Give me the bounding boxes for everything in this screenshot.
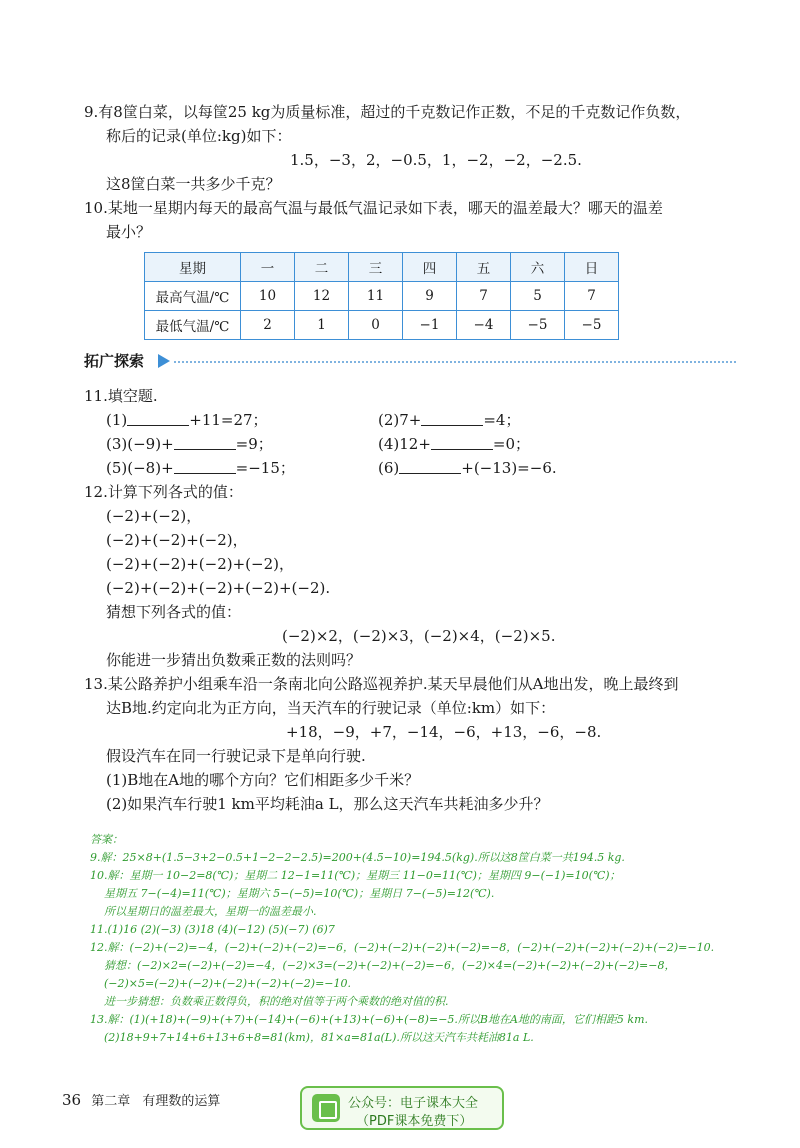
guess-intro: 猜想下列各式的值： <box>106 603 242 621</box>
expression: (−2)+(−2)+(−2)， <box>106 531 248 549</box>
answer-line: 10.解：星期一 10−2=8(℃)；星期二 12−1=11(℃)；星期三 11−0=11(℃)；星期四 9−(−1)=10(℃)； <box>90 869 621 882</box>
fill-item: (5)(−8)+ =−15； <box>106 459 295 477</box>
answer-line: 进一步猜想：负数乘正数得负，积的绝对值等于两个乘数的绝对值的积. <box>104 995 449 1008</box>
table-cell: 5 <box>511 282 565 311</box>
problem-13-line2: 达B地.约定向北为正方向，当天汽车的行驶记录（单位:km）如下： <box>106 699 556 717</box>
answer-line: 12.解：(−2)+(−2)=−4，(−2)+(−2)+(−2)=−6，(−2)+(−2)+(−2)+(−2)=−8，(−2)+(−2)+(−2)+(−2)+(−2)=−10. <box>90 941 715 954</box>
temperature-table <box>144 252 619 340</box>
answer-line: 所以星期日的温差最大，星期一的温差最小. <box>104 905 317 918</box>
table-header-cell: 六 <box>511 253 565 282</box>
table-cell: 1 <box>295 311 349 340</box>
problem-9-line2: 称后的记录(单位:kg)如下： <box>106 127 292 145</box>
blank-line <box>399 460 461 474</box>
table-cell: 11 <box>349 282 403 311</box>
table-cell: 最高气温/℃ <box>145 282 241 311</box>
table-cell: 7 <box>457 282 511 311</box>
page-number: 36 <box>62 1091 82 1109</box>
fill-item: (6) +(−13)=−6. <box>378 459 557 477</box>
answer-line: (−2)×5=(−2)+(−2)+(−2)+(−2)+(−2)=−10. <box>104 977 352 990</box>
problem-13-q2: (2)如果汽车行驶1 km平均耗油a L，那么这天汽车共耗油多少升？ <box>106 795 549 813</box>
problem-12-title: 12.计算下列各式的值： <box>84 483 243 501</box>
problem-13-data: +18，−9，+7，−14，−6，+13，−6，−8. <box>286 723 602 741</box>
problem-11-title: 11.填空题. <box>84 387 158 405</box>
blank-line <box>174 460 236 474</box>
book-logo-icon <box>312 1094 340 1122</box>
blank-line <box>174 436 236 450</box>
table-header-cell: 四 <box>403 253 457 282</box>
problem-9-line1: 9.有8筐白菜，以每筐25 kg为质量标准，超过的千克数记作正数，不足的千克数记作负数， <box>84 103 691 121</box>
table-cell: 2 <box>241 311 295 340</box>
guess-expressions: (−2)×2，(−2)×3，(−2)×4，(−2)×5. <box>282 627 556 645</box>
blank-line <box>421 412 483 426</box>
table-cell: −5 <box>565 311 619 340</box>
table-header-cell: 三 <box>349 253 403 282</box>
answer-line: 星期五 7−(−4)=11(℃)；星期六 5−(−5)=10(℃)；星期日 7−(−5)=12(℃). <box>104 887 495 900</box>
fill-item: (3)(−9)+ =9； <box>106 435 273 453</box>
problem-9-question: 这8筐白菜一共多少千克？ <box>106 175 281 193</box>
expression: (−2)+(−2)+(−2)+(−2)+(−2). <box>106 579 331 597</box>
chapter-label: 第二章 <box>91 1094 131 1109</box>
answer-label: 答案： <box>90 833 123 846</box>
table-cell: −5 <box>511 311 565 340</box>
blank-line <box>431 436 493 450</box>
chapter-title: 有理数的运算 <box>142 1094 221 1109</box>
fill-item: (2)7+ =4； <box>378 411 521 429</box>
table-cell: 10 <box>241 282 295 311</box>
answer-line: 13.解：(1)(+18)+(−9)+(+7)+(−14)+(−6)+(+13)+(−6)+(−8)=−5.所以B地在A地的南面，它们相距5 km. <box>90 1013 649 1026</box>
table-header-row <box>145 253 619 282</box>
answer-line: 9.解：25×8+(1.5−3+2−0.5+1−2−2−2.5)=200+(4.5−10)=194.5(kg).所以这8筐白菜一共194.5 kg. <box>90 851 625 864</box>
table-cell: 0 <box>349 311 403 340</box>
watermark-line1: 公众号：电子课本大全 <box>348 1096 479 1111</box>
table-cell: 12 <box>295 282 349 311</box>
section-header <box>84 350 736 372</box>
problem-13-q1: (1)B地在A地的哪个方向？它们相距多少千米？ <box>106 771 420 789</box>
section-title: 拓广探索 <box>84 352 145 370</box>
problem-9-data: 1.5，−3，2，−0.5，1，−2，−2，−2.5. <box>290 151 582 169</box>
problem-13-assume: 假设汽车在同一行驶记录下是单向行驶. <box>106 747 366 765</box>
table-header-cell: 二 <box>295 253 349 282</box>
table-row <box>145 311 619 340</box>
table-header-cell: 一 <box>241 253 295 282</box>
problem-13-line1: 13.某公路养护小组乘车沿一条南北向公路巡视养护.某天早晨他们从A地出发，晚上最终到 <box>84 675 679 693</box>
table-cell: 7 <box>565 282 619 311</box>
fill-item: (1) +11=27； <box>106 411 268 429</box>
further-guess: 你能进一步猜出负数乘正数的法则吗？ <box>106 651 362 669</box>
table-header-cell: 日 <box>565 253 619 282</box>
answer-line: 猜想：(−2)×2=(−2)+(−2)=−4，(−2)×3=(−2)+(−2)+(−2)=−6，(−2)×4=(−2)+(−2)+(−2)+(−2)=−8， <box>104 959 676 972</box>
fill-item: (4)12+ =0； <box>378 435 531 453</box>
answer-line: 11.(1)16 (2)(−3) (3)18 (4)(−12) (5)(−7) (6)7 <box>90 923 335 936</box>
triangle-arrow-icon <box>158 354 170 368</box>
expression: (−2)+(−2)， <box>106 507 202 525</box>
problem-10-line1: 10.某地一星期内每天的最高气温与最低气温记录如下表，哪天的温差最大？哪天的温差 <box>84 199 663 217</box>
expression: (−2)+(−2)+(−2)+(−2)， <box>106 555 294 573</box>
dotted-divider <box>174 361 736 363</box>
table-row <box>145 282 619 311</box>
table-cell: −4 <box>457 311 511 340</box>
page-footer <box>62 1090 220 1109</box>
watermark-line2: （PDF课本免费下） <box>356 1114 473 1129</box>
table-cell: 最低气温/℃ <box>145 311 241 340</box>
watermark-badge <box>300 1086 504 1130</box>
table-cell: −1 <box>403 311 457 340</box>
table-header-cell: 星期 <box>145 253 241 282</box>
table-cell: 9 <box>403 282 457 311</box>
problem-10-line2: 最小？ <box>106 223 152 241</box>
blank-line <box>127 412 189 426</box>
table-header-cell: 五 <box>457 253 511 282</box>
answer-line: (2)18+9+7+14+6+13+6+8=81(km)，81×a=81a(L).所以这天汽车共耗油81a L. <box>104 1031 534 1044</box>
